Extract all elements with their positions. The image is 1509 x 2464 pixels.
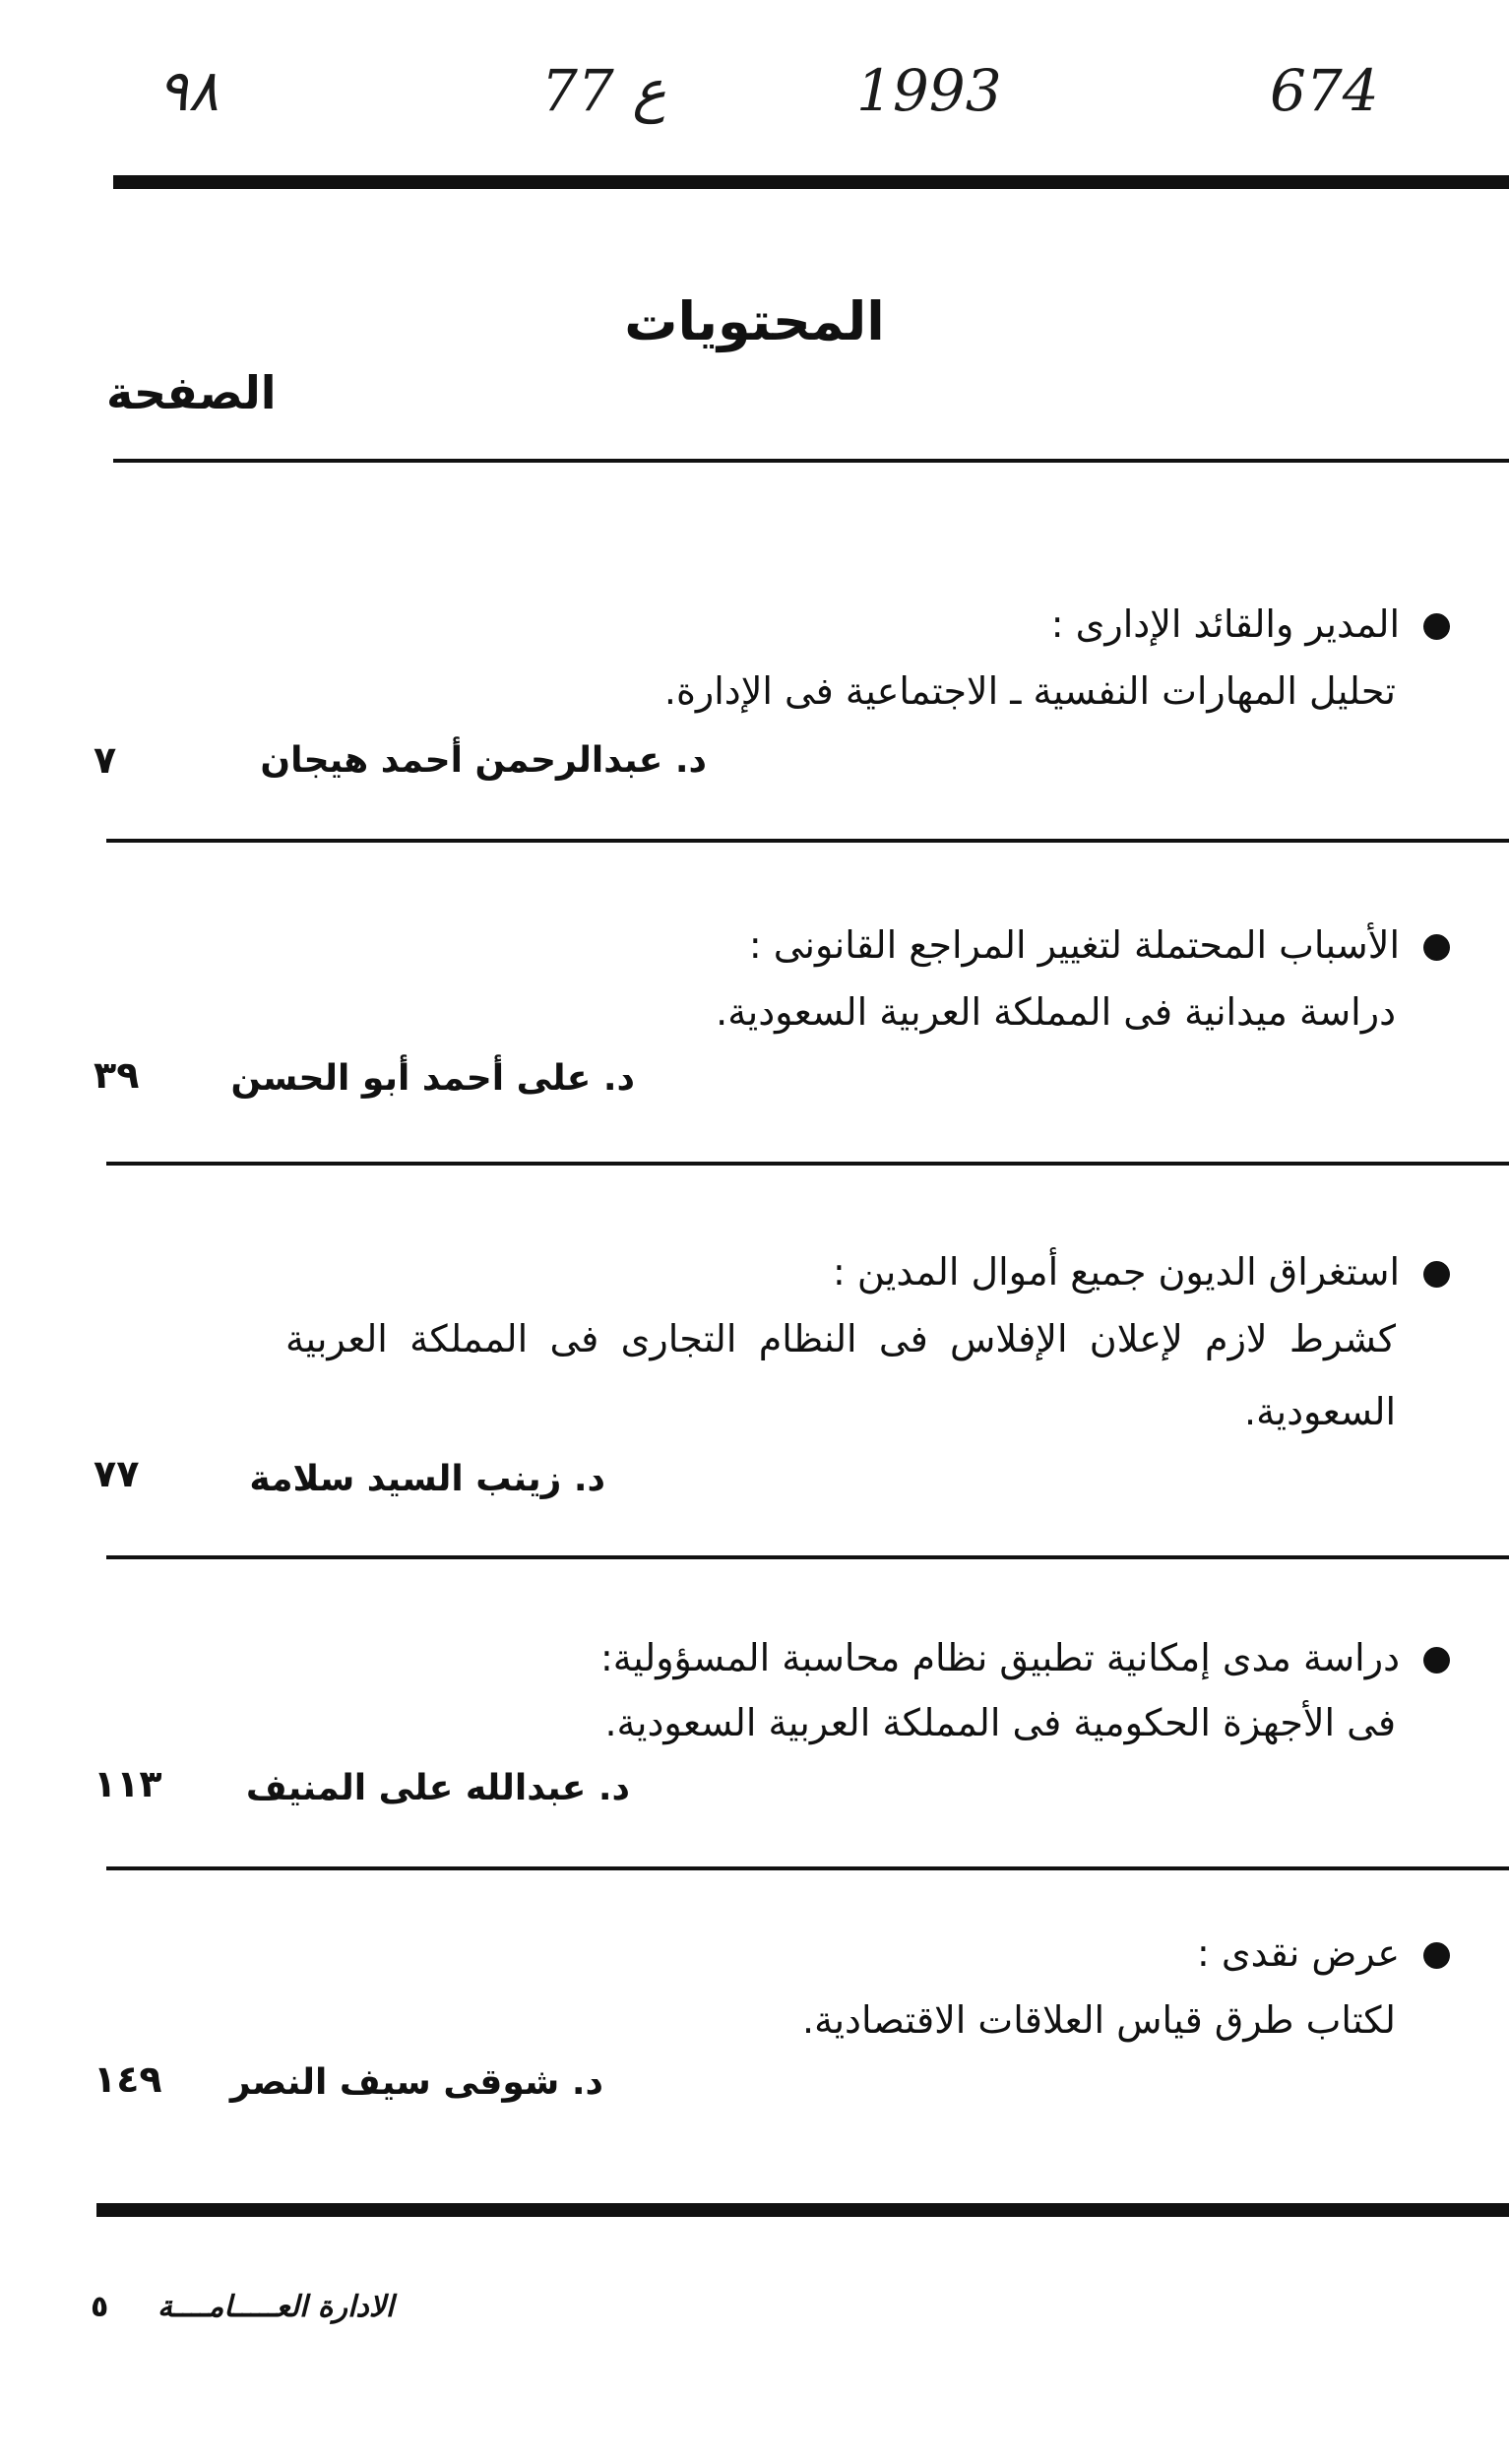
entry-title: الأسباب المحتملة لتغيير المراجع القانونى : [748,923,1400,967]
entry-title: عرض نقدى : [1196,1931,1400,1975]
entry-subtitle: كشرط لازم لإعلان الإفلاس فى النظام التجارى فى المملكة العربية [285,1317,1396,1360]
entry-title: استغراق الديون جميع أموال المدين : [832,1250,1400,1294]
page-column-label: الصفحة [106,366,277,419]
entry-divider [106,839,1509,843]
bullet-icon [1423,934,1450,961]
header-rule [113,459,1509,463]
entry-divider [106,1555,1509,1559]
bullet-icon [1423,613,1450,640]
top-rule [113,175,1509,189]
entry-page-number: ٧٧ [94,1452,140,1495]
bullet-icon [1423,1647,1450,1674]
handwritten-mark-2: 77 ع [541,57,666,124]
entry-divider [106,1162,1509,1166]
handwritten-mark-1: ٩٨ [157,57,220,124]
entry-author: د. عبدالرحمن أحمد هيجان [260,740,707,781]
bottom-rule [96,2203,1509,2217]
entry-subtitle: فى الأجهزة الحكومية فى المملكة العربية السعودية. [604,1701,1396,1744]
entry-page-number: ١٤٩ [94,2057,162,2101]
entry-author: د. شوقى سيف النصر [229,2062,603,2103]
bullet-icon [1423,1942,1450,1969]
bullet-icon [1423,1261,1450,1288]
entry-title: دراسة مدى إمكانية تطبيق نظام محاسبة المسؤولية: [599,1636,1400,1679]
footer-page-number: ٥ [91,2290,109,2324]
entry-page-number: ٧ [94,738,117,782]
entry-title: المدير والقائد الإدارى : [1050,602,1400,646]
entry-subtitle: تحليل المهارات النفسية ـ الاجتماعية فى الإدارة. [663,669,1396,713]
entry-page-number: ٣٩ [94,1053,140,1097]
entry-page-number: ١١٣ [94,1762,162,1805]
journal-title: الادارة العـــــامــــة [157,2290,395,2324]
entry-subtitle: لكتاب طرق قياس العلاقات الاقتصادية. [802,1998,1396,2042]
page-title: المحتويات [624,290,885,352]
handwritten-mark-4: 674 [1270,57,1379,124]
entry-subtitle: دراسة ميدانية فى المملكة العربية السعودية. [716,990,1396,1034]
entry-divider [106,1866,1509,1870]
entry-author: د. عبدالله على المنيف [245,1768,630,1808]
entry-author: د. زينب السيد سلامة [249,1459,605,1499]
entry-author: د. على أحمد أبو الحسن [230,1058,635,1099]
entry-subtitle-continued: السعودية. [1244,1390,1396,1433]
handwritten-mark-3: 1993 [856,57,1002,124]
